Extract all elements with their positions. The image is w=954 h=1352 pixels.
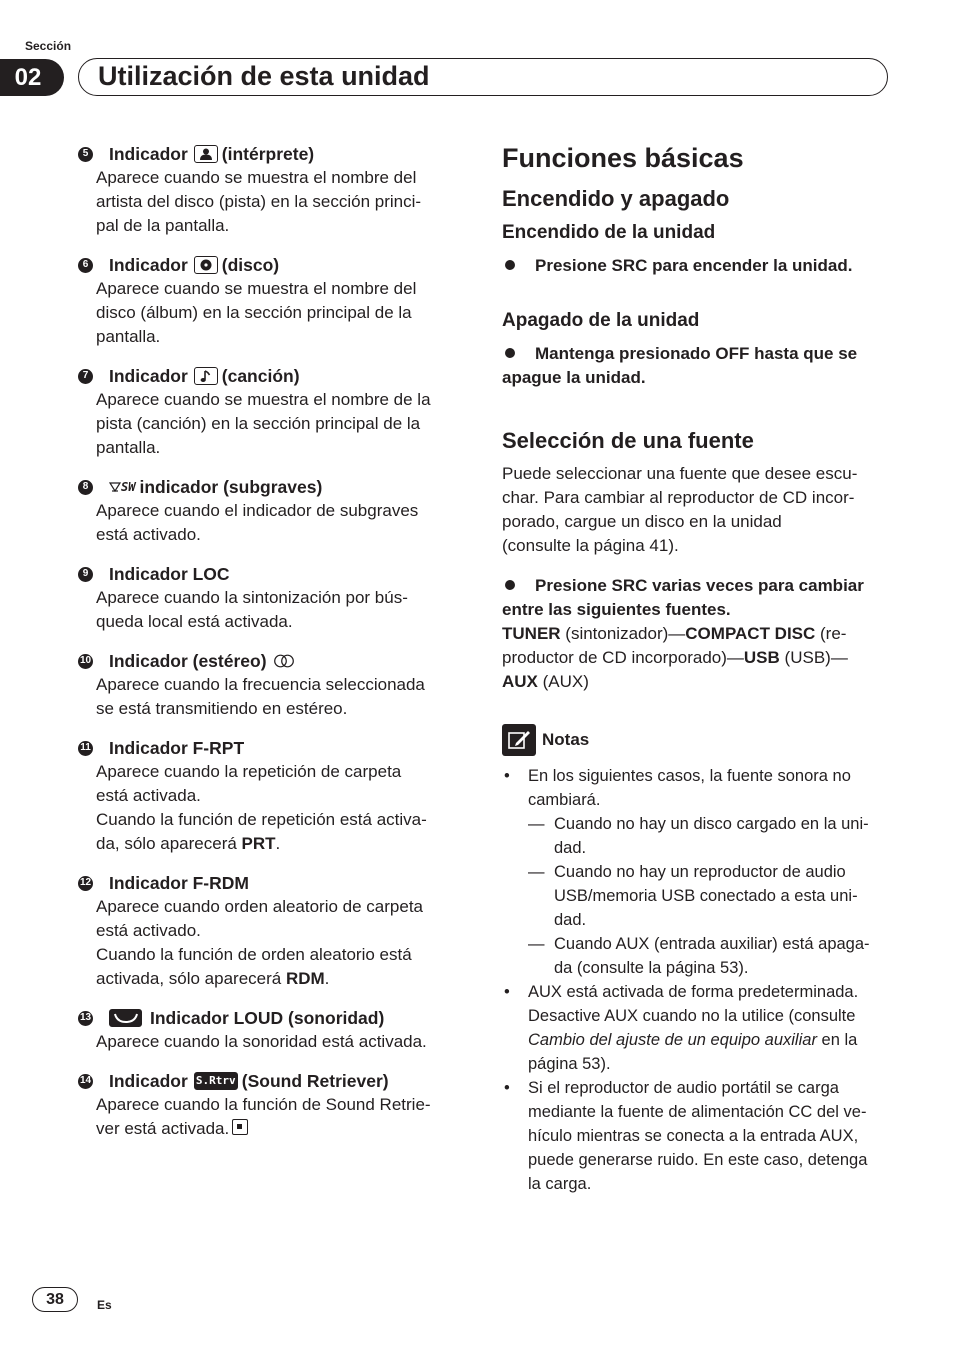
subwoofer-icon (109, 475, 135, 499)
source-aux: AUX (502, 672, 538, 691)
source-list (502, 622, 890, 694)
item-number: 7 (78, 369, 93, 384)
item-number: 10 (78, 654, 93, 669)
note-item: • AUX está activada de forma predeterminada. Desactive AUX cuando no la utilice (consulte Cambio del ajuste de un equipo auxiliar en la página 53). (502, 980, 890, 1076)
language-code: Es (97, 1298, 112, 1312)
list-item (78, 1006, 468, 1054)
note-subitem: — Cuando no hay un disco cargado en la uni- dad. (502, 812, 890, 860)
instruction-text: Mantenga presionado OFF hasta que se (535, 344, 858, 363)
desc-text: . (324, 969, 330, 988)
item-number: 6 (78, 258, 93, 273)
item-desc-line: artista del disco (pista) en la sección princi- (96, 192, 422, 211)
bullet-icon (505, 348, 515, 358)
section-label: Sección (25, 39, 72, 53)
note-line: da (consulte la página 53). (554, 959, 749, 977)
item-title: Indicador (109, 144, 188, 164)
notes-header (502, 724, 890, 756)
list-item (78, 649, 468, 721)
item-desc-line: Aparece cuando la frecuencia seleccionada (96, 675, 425, 694)
source-desc: (sintonizador)— (560, 624, 686, 643)
note-line: puede generarse ruido. En este caso, detenga (528, 1151, 868, 1169)
section-number: 02 (0, 59, 64, 96)
source-cd: COMPACT DISC (685, 624, 816, 643)
item-desc-line: pal de la pantalla. (96, 216, 230, 235)
list-item (78, 562, 468, 634)
item-desc-line: Aparece cuando la sonoridad está activada. (96, 1032, 427, 1051)
bullet-icon (505, 260, 515, 270)
note-item: • En los siguientes casos, la fuente sonora no cambiará. (502, 764, 890, 812)
item-desc-line: Aparece cuando la repetición de carpeta (96, 762, 402, 781)
note-line: mediante la fuente de alimentación CC del ve- (528, 1103, 867, 1121)
notes-title: Notas (542, 730, 590, 749)
item-title-suffix: Indicador LOUD (sonoridad) (150, 1008, 385, 1028)
item-desc-line: está activada. (96, 786, 201, 805)
item-number: 9 (78, 567, 93, 582)
item-desc-line: disco (álbum) en la sección principal de la (96, 303, 412, 322)
rdm-label: RDM (285, 969, 325, 988)
item-number: 8 (78, 480, 93, 495)
paragraph-line: char. Para cambiar al reproductor de CD incor- (502, 488, 855, 507)
instruction-text: entre las siguientes fuentes. (502, 600, 731, 619)
item-title-suffix: (Sound Retriever) (241, 1071, 389, 1091)
item-desc-line: Aparece cuando se muestra el nombre de la (96, 390, 431, 409)
disc-icon (194, 256, 218, 274)
source-tuner: TUNER (502, 624, 561, 643)
desc-text: . (275, 834, 281, 853)
list-item (78, 871, 468, 991)
list-item (78, 142, 468, 238)
source-desc: (re- (815, 624, 847, 643)
indicator-list (78, 142, 468, 1156)
paragraph-line: porado, cargue un disco en la unidad (502, 512, 782, 531)
item-title-suffix: (disco) (221, 255, 280, 275)
list-item (78, 364, 468, 460)
note-line: dad. (554, 839, 587, 857)
item-number: 14 (78, 1074, 93, 1089)
item-desc-line: pantalla. (96, 327, 161, 346)
pencil-icon (502, 724, 536, 756)
paragraph-line: Puede seleccionar una fuente que desee escu- (502, 464, 858, 483)
item-desc-line: pista (canción) en la sección principal de la (96, 414, 421, 433)
item-desc-line: Aparece cuando se muestra el nombre del (96, 168, 417, 187)
item-desc-line: se está transmitiendo en estéreo. (96, 699, 348, 718)
item-title: Indicador LOC (109, 564, 230, 584)
main-content (502, 142, 890, 1196)
heading-power-off: Apagado de la unidad (502, 310, 700, 331)
note-line: dad. (554, 911, 587, 929)
item-number: 5 (78, 147, 93, 162)
list-item (78, 1069, 468, 1141)
note-line: USB/memoria USB conectado a esta uni- (554, 887, 858, 905)
reference-title: Cambio del ajuste de un equipo auxiliar (528, 1031, 817, 1049)
bullet-icon (505, 580, 515, 590)
paragraph-line: (consulte la página 41). (502, 536, 679, 555)
item-title: Indicador F-RPT (109, 738, 245, 758)
page-number: 38 (32, 1287, 78, 1312)
heading-power-on: Encendido de la unidad (502, 222, 716, 243)
item-desc-line (96, 967, 468, 991)
item-title: Indicador (estéreo) (109, 651, 267, 671)
note-line: página 53). (528, 1055, 611, 1073)
item-desc-line (96, 1117, 468, 1141)
item-desc-line: Cuando la función de repetición está activa- (96, 810, 427, 829)
end-of-section-icon (232, 1119, 248, 1135)
heading-basic-functions: Funciones básicas (502, 143, 744, 173)
item-desc-line: pantalla. (96, 438, 161, 457)
sound-retriever-icon: S.Rtrv (194, 1072, 238, 1090)
item-desc-line: está activado. (96, 525, 201, 544)
item-title: Indicador F-RDM (109, 873, 249, 893)
desc-text: da, sólo aparecerá (96, 834, 242, 853)
item-desc-line: está activado. (96, 921, 201, 940)
item-desc-line: Aparece cuando se muestra el nombre del (96, 279, 417, 298)
note-line: Cuando AUX (entrada auxiliar) está apaga- (554, 935, 870, 953)
desc-text: ver está activada. (96, 1119, 230, 1138)
note-line: AUX está activada de forma predeterminada. (528, 983, 859, 1001)
item-title-suffix: indicador (subgraves) (139, 477, 323, 497)
heading-power: Encendido y apagado (502, 186, 730, 211)
note-line (528, 1028, 890, 1052)
source-desc: (USB)— (779, 648, 848, 667)
subwoofer-icon-text: SW (121, 480, 136, 494)
stereo-icon (273, 654, 295, 668)
instruction-source (502, 574, 890, 622)
source-paragraph (502, 462, 890, 558)
source-desc: productor de CD incorporado)— (502, 648, 744, 667)
instruction-power-off (502, 342, 890, 390)
note-item: • Si el reproductor de audio portátil se carga mediante la fuente de alimentación CC del ve- hículo mientras se conecta a la entrada AUX, puede generarse ruido. En este caso, detenga la carga. (502, 1076, 890, 1196)
page-title: Utilización de esta unidad (78, 58, 888, 96)
heading-source-select: Selección de una fuente (502, 428, 754, 453)
note-subitem: — Cuando AUX (entrada auxiliar) está apaga- da (consulte la página 53). (502, 932, 890, 980)
source-desc: (AUX) (537, 672, 589, 691)
item-title: Indicador (109, 366, 188, 386)
note-line: hículo mientras se conecta a la entrada AUX, (528, 1127, 859, 1145)
item-desc-line: Aparece cuando el indicador de subgraves (96, 501, 419, 520)
note-subitem: — Cuando no hay un reproductor de audio USB/memoria USB conectado a esta uni- dad. (502, 860, 890, 932)
instruction-text: apague la unidad. (502, 368, 646, 387)
note-line: Cuando no hay un reproductor de audio (554, 863, 846, 881)
list-item (78, 475, 468, 547)
note-line: la carga. (528, 1175, 592, 1193)
note-line: En los siguientes casos, la fuente sonora no (528, 767, 851, 785)
item-number: 12 (78, 876, 93, 891)
desc-text: activada, sólo aparecerá (96, 969, 286, 988)
item-desc-line (96, 832, 468, 856)
item-title-suffix: (intérprete) (221, 144, 315, 164)
item-desc-line: Cuando la función de orden aleatorio está (96, 945, 412, 964)
item-desc-line: Aparece cuando orden aleatorio de carpeta (96, 897, 424, 916)
list-item (78, 253, 468, 349)
note-line: Si el reproductor de audio portátil se carga (528, 1079, 839, 1097)
item-desc-line: Aparece cuando la función de Sound Retrie- (96, 1095, 431, 1114)
source-usb: USB (743, 648, 780, 667)
note-line: cambiará. (528, 791, 601, 809)
loudness-icon (109, 1009, 142, 1027)
prt-label: PRT (241, 834, 276, 853)
item-title: Indicador (109, 255, 188, 275)
item-number: 13 (78, 1011, 93, 1026)
item-desc-line: queda local está activada. (96, 612, 293, 631)
note-text: en la (816, 1031, 858, 1049)
item-number: 11 (78, 741, 93, 756)
item-title-suffix: (canción) (221, 366, 300, 386)
note-line: Cuando no hay un disco cargado en la uni- (554, 815, 869, 833)
artist-icon (194, 145, 218, 163)
item-desc-line: Aparece cuando la sintonización por bús- (96, 588, 408, 607)
list-item (78, 736, 468, 856)
instruction-text: Presione SRC varias veces para cambiar (535, 576, 864, 595)
item-title: Indicador (109, 1071, 188, 1091)
music-note-icon (194, 367, 218, 385)
note-line: Desactive AUX cuando no la utilice (consulte (528, 1007, 856, 1025)
instruction-text: Presione SRC para encender la unidad. (535, 256, 853, 275)
instruction-power-on (502, 254, 890, 278)
